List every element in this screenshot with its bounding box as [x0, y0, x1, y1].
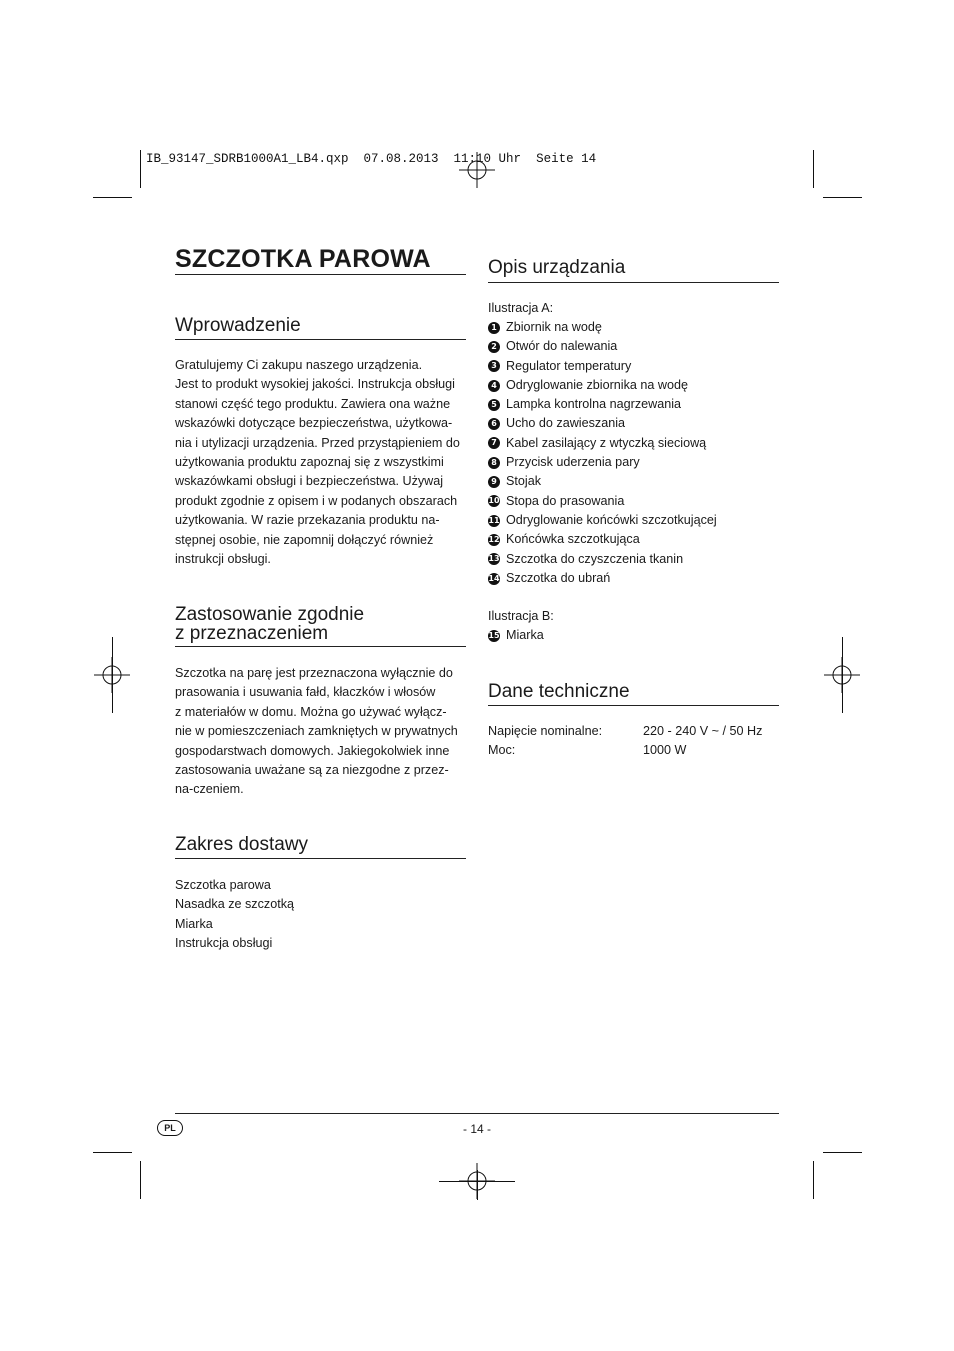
- list-item: 7 Kabel zasilający z wtyczką sieciową: [488, 434, 779, 453]
- list-item: Instrukcja obsługi: [175, 936, 273, 951]
- crop-mark: [823, 1152, 862, 1153]
- list-item: 14 Szczotka do ubrań: [488, 570, 611, 585]
- number-badge: 11: [488, 515, 500, 525]
- table-row: Moc: 1000 W: [488, 743, 687, 758]
- crop-mark: [140, 1161, 141, 1199]
- list-item: 6 Ucho do zawieszania: [488, 414, 779, 433]
- crop-mark: [842, 637, 843, 713]
- list-item: 2 Otwór do nalewania: [488, 337, 779, 356]
- number-badge: 14: [488, 573, 500, 583]
- list-item: 10 Stopa do prasowania: [488, 493, 625, 508]
- divider: [175, 646, 466, 647]
- list-item: Miarka: [175, 916, 213, 931]
- number-badge: 13: [488, 554, 500, 564]
- footer-divider: [175, 1113, 779, 1114]
- crop-mark: [93, 197, 132, 198]
- tech-table: [488, 722, 779, 761]
- list-item: 13 Szczotka do czyszczenia tkanin: [488, 551, 684, 566]
- intended-use-paragraph: Szczotka na parę jest przeznaczona wyłącznie do prasowania i usuwania fałd, kłaczków i włosów z materiałów w domu. Można go używać wyłącz- nie w pomieszczeniach zamkniętych w prywatnych gospodarstwach domowych. Jakiegokolwiek inne zastosowania uważane są za niezgodne z przez- na-czeniem.: [175, 666, 458, 797]
- language-badge: PL: [157, 1120, 183, 1136]
- intro-heading: Wprowadzenie: [175, 315, 301, 336]
- page-title: SZCZOTKA PAROWA: [175, 245, 431, 273]
- list-item: 8 Przycisk uderzenia pary: [488, 453, 779, 472]
- registration-mark-icon: [459, 152, 495, 188]
- crop-mark: [813, 150, 814, 188]
- delivery-heading: Zakres dostawy: [175, 834, 309, 855]
- number-badge: 15: [488, 630, 500, 640]
- intro-paragraph: Gratulujemy Ci zakupu naszego urządzenia. Jest to produkt wysokiej jakości. Instrukcja obsługi stanowi część tego produktu. Zawiera ona ważne wskazówki dotyczące bezpieczeństwa, użytkowa- nia i utylizacji urządzenia. Przed przystąpieniem do użytkowania produktu zapoznaj się z wszystkimi wskazówkami obsługi i bezpieczeństwa. Używaj produkt zgodnie z opisem i w podanych obszarach użytkowania. W razie przekazania produktu na- stępnej osobie, nie zapomnij dołączyć również instrukcji obsługi.: [175, 358, 460, 567]
- list-item: 15 Miarka: [488, 628, 544, 642]
- number-badge: 3: [488, 360, 500, 372]
- divider: [488, 705, 779, 706]
- parts-list-b: [488, 626, 779, 645]
- description-heading: Opis urządzania: [488, 257, 626, 278]
- parts-list: [488, 318, 779, 588]
- divider: [488, 282, 779, 283]
- crop-mark: [477, 1170, 478, 1200]
- number-badge: 6: [488, 418, 500, 430]
- list-item: 3 Regulator temperatury: [488, 357, 779, 376]
- number-badge: 7: [488, 437, 500, 449]
- print-slug: IB_93147_SDRB1000A1_LB4.qxp 07.08.2013 11:10 Uhr Seite 14: [146, 152, 597, 166]
- list-item: Szczotka parowa: [175, 878, 271, 892]
- list-item: 5 Lampka kontrolna nagrzewania: [488, 395, 779, 414]
- divider: [175, 274, 466, 275]
- delivery-list: [175, 876, 466, 954]
- number-badge: 2: [488, 341, 500, 353]
- list-item: 9 Stojak: [488, 472, 779, 491]
- crop-mark: [813, 1161, 814, 1199]
- number-badge: 4: [488, 380, 500, 392]
- number-badge: 8: [488, 457, 500, 469]
- number-badge: 12: [488, 534, 500, 544]
- number-badge: 10: [488, 496, 500, 506]
- list-item: 4 Odryglowanie zbiornika na wodę: [488, 376, 779, 395]
- list-item: 1 Zbiornik na wodę: [488, 318, 779, 337]
- crop-mark: [823, 197, 862, 198]
- crop-mark: [93, 1152, 132, 1153]
- illustration-b-label: Ilustracja B:: [488, 609, 554, 623]
- number-badge: 1: [488, 322, 500, 334]
- page-number: - 14 -: [462, 1122, 491, 1136]
- table-row: Napięcie nominalne: 220 - 240 V ~ / 50 Hz: [488, 724, 763, 738]
- intended-use-heading: Zastosowanie zgodnie z przeznaczeniem: [175, 604, 365, 644]
- crop-mark: [112, 637, 113, 713]
- list-item: 12 Końcówka szczotkująca: [488, 532, 640, 547]
- number-badge: 9: [488, 476, 500, 488]
- tech-heading: Dane techniczne: [488, 681, 630, 702]
- list-item: Nasadka ze szczotką: [175, 897, 294, 912]
- crop-mark: [140, 150, 141, 188]
- number-badge: 5: [488, 399, 500, 411]
- illustration-a-label: Ilustracja A:: [488, 301, 554, 315]
- list-item: 11 Odryglowanie końcówki szczotkującej: [488, 512, 717, 527]
- divider: [175, 858, 466, 859]
- divider: [175, 339, 466, 340]
